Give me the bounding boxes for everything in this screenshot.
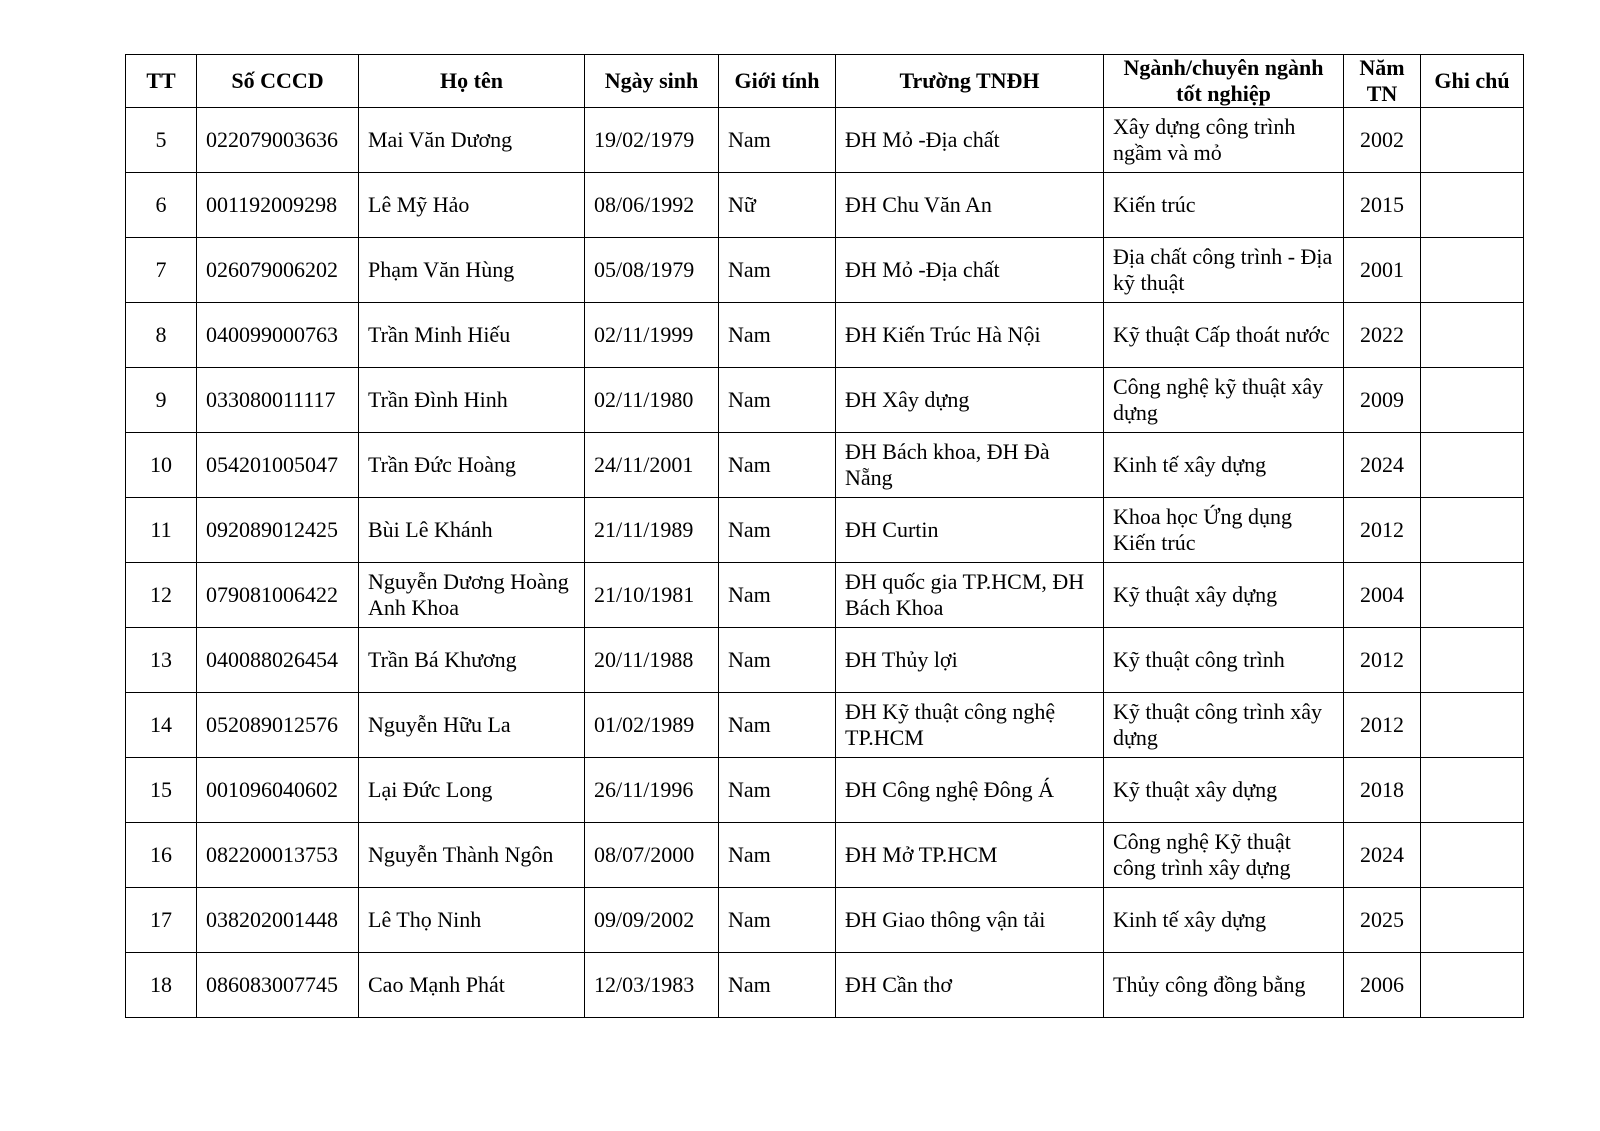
cell-cccd: 079081006422 [197, 563, 359, 628]
cell-tt: 13 [126, 628, 197, 693]
cell-name: Bùi Lê Khánh [359, 498, 585, 563]
cell-dob: 24/11/2001 [585, 433, 719, 498]
cell-major: Kỹ thuật công trình xây dựng [1104, 693, 1344, 758]
table-row [126, 433, 1524, 498]
cell-school: ĐH Chu Văn An [836, 173, 1104, 238]
cell-year: 2012 [1344, 498, 1421, 563]
cell-note [1421, 498, 1524, 563]
cell-major: Công nghệ kỹ thuật xây dựng [1104, 368, 1344, 433]
cell-school: ĐH Kỹ thuật công nghệ TP.HCM [836, 693, 1104, 758]
cell-dob: 02/11/1999 [585, 303, 719, 368]
cell-school: ĐH Công nghệ Đông Á [836, 758, 1104, 823]
cell-dob: 21/10/1981 [585, 563, 719, 628]
cell-note [1421, 953, 1524, 1018]
cell-major: Kỹ thuật công trình [1104, 628, 1344, 693]
table-row [126, 368, 1524, 433]
cell-cccd: 054201005047 [197, 433, 359, 498]
cell-cccd: 033080011117 [197, 368, 359, 433]
table-row [126, 953, 1524, 1018]
cell-tt: 9 [126, 368, 197, 433]
document-page [125, 54, 1523, 1018]
cell-year: 2006 [1344, 953, 1421, 1018]
cell-year: 2018 [1344, 758, 1421, 823]
cell-note [1421, 238, 1524, 303]
cell-note [1421, 888, 1524, 953]
table-row [126, 238, 1524, 303]
cell-note [1421, 823, 1524, 888]
cell-year: 2001 [1344, 238, 1421, 303]
cell-tt: 5 [126, 108, 197, 173]
cell-cccd: 082200013753 [197, 823, 359, 888]
cell-note [1421, 303, 1524, 368]
graduates-table [125, 54, 1524, 1018]
cell-gender: Nam [719, 953, 836, 1018]
cell-name: Trần Đức Hoàng [359, 433, 585, 498]
cell-name: Nguyễn Hữu La [359, 693, 585, 758]
cell-gender: Nữ [719, 173, 836, 238]
cell-year: 2015 [1344, 173, 1421, 238]
cell-school: ĐH Mỏ -Địa chất [836, 238, 1104, 303]
cell-year: 2009 [1344, 368, 1421, 433]
cell-cccd: 026079006202 [197, 238, 359, 303]
cell-note [1421, 758, 1524, 823]
cell-name: Nguyễn Dương Hoàng Anh Khoa [359, 563, 585, 628]
cell-major: Xây dựng công trình ngầm và mỏ [1104, 108, 1344, 173]
cell-gender: Nam [719, 368, 836, 433]
cell-dob: 01/02/1989 [585, 693, 719, 758]
cell-school: ĐH Xây dựng [836, 368, 1104, 433]
cell-school: ĐH Bách khoa, ĐH Đà Nẵng [836, 433, 1104, 498]
cell-year: 2024 [1344, 433, 1421, 498]
cell-year: 2012 [1344, 628, 1421, 693]
header-gender: Giới tính [719, 55, 836, 108]
cell-gender: Nam [719, 823, 836, 888]
cell-major: Kinh tế xây dựng [1104, 888, 1344, 953]
cell-cccd: 092089012425 [197, 498, 359, 563]
header-year: Năm TN [1344, 55, 1421, 108]
cell-name: Lê Mỹ Hảo [359, 173, 585, 238]
cell-note [1421, 628, 1524, 693]
cell-year: 2025 [1344, 888, 1421, 953]
header-school: Trường TNĐH [836, 55, 1104, 108]
cell-name: Lại Đức Long [359, 758, 585, 823]
cell-cccd: 086083007745 [197, 953, 359, 1018]
cell-tt: 12 [126, 563, 197, 628]
cell-gender: Nam [719, 758, 836, 823]
table-row [126, 563, 1524, 628]
cell-year: 2012 [1344, 693, 1421, 758]
cell-school: ĐH Curtin [836, 498, 1104, 563]
cell-note [1421, 173, 1524, 238]
cell-gender: Nam [719, 433, 836, 498]
cell-school: ĐH Giao thông vận tải [836, 888, 1104, 953]
cell-major: Khoa học Ứng dụng Kiến trúc [1104, 498, 1344, 563]
cell-cccd: 052089012576 [197, 693, 359, 758]
cell-tt: 11 [126, 498, 197, 563]
cell-year: 2022 [1344, 303, 1421, 368]
table-row [126, 498, 1524, 563]
cell-dob: 21/11/1989 [585, 498, 719, 563]
cell-year: 2004 [1344, 563, 1421, 628]
cell-school: ĐH Cần thơ [836, 953, 1104, 1018]
table-row [126, 628, 1524, 693]
cell-gender: Nam [719, 888, 836, 953]
cell-major: Thủy công đồng bằng [1104, 953, 1344, 1018]
cell-note [1421, 368, 1524, 433]
header-note: Ghi chú [1421, 55, 1524, 108]
cell-cccd: 001192009298 [197, 173, 359, 238]
cell-cccd: 038202001448 [197, 888, 359, 953]
header-name: Họ tên [359, 55, 585, 108]
cell-name: Lê Thọ Ninh [359, 888, 585, 953]
cell-dob: 12/03/1983 [585, 953, 719, 1018]
cell-major: Công nghệ Kỹ thuật công trình xây dựng [1104, 823, 1344, 888]
cell-note [1421, 563, 1524, 628]
cell-name: Trần Đình Hinh [359, 368, 585, 433]
cell-name: Phạm Văn Hùng [359, 238, 585, 303]
cell-note [1421, 108, 1524, 173]
cell-dob: 26/11/1996 [585, 758, 719, 823]
cell-tt: 15 [126, 758, 197, 823]
cell-dob: 09/09/2002 [585, 888, 719, 953]
cell-gender: Nam [719, 108, 836, 173]
cell-cccd: 040088026454 [197, 628, 359, 693]
cell-school: ĐH Mở TP.HCM [836, 823, 1104, 888]
cell-gender: Nam [719, 563, 836, 628]
table-header-row [126, 55, 1524, 108]
cell-tt: 14 [126, 693, 197, 758]
cell-tt: 18 [126, 953, 197, 1018]
cell-tt: 7 [126, 238, 197, 303]
cell-tt: 10 [126, 433, 197, 498]
cell-name: Nguyễn Thành Ngôn [359, 823, 585, 888]
cell-name: Mai Văn Dương [359, 108, 585, 173]
cell-dob: 19/02/1979 [585, 108, 719, 173]
cell-cccd: 022079003636 [197, 108, 359, 173]
header-dob: Ngày sinh [585, 55, 719, 108]
cell-dob: 02/11/1980 [585, 368, 719, 433]
cell-gender: Nam [719, 628, 836, 693]
cell-tt: 6 [126, 173, 197, 238]
table-row [126, 823, 1524, 888]
cell-note [1421, 433, 1524, 498]
table-row [126, 108, 1524, 173]
table-row [126, 693, 1524, 758]
cell-school: ĐH Thủy lợi [836, 628, 1104, 693]
table-row [126, 303, 1524, 368]
cell-school: ĐH Kiến Trúc Hà Nội [836, 303, 1104, 368]
cell-dob: 05/08/1979 [585, 238, 719, 303]
cell-gender: Nam [719, 693, 836, 758]
cell-name: Trần Minh Hiếu [359, 303, 585, 368]
cell-gender: Nam [719, 238, 836, 303]
table-row [126, 888, 1524, 953]
cell-major: Kỹ thuật Cấp thoát nước [1104, 303, 1344, 368]
cell-major: Kinh tế xây dựng [1104, 433, 1344, 498]
cell-name: Trần Bá Khương [359, 628, 585, 693]
header-cccd: Số CCCD [197, 55, 359, 108]
cell-year: 2024 [1344, 823, 1421, 888]
table-row [126, 173, 1524, 238]
cell-cccd: 040099000763 [197, 303, 359, 368]
cell-school: ĐH quốc gia TP.HCM, ĐH Bách Khoa [836, 563, 1104, 628]
cell-dob: 08/07/2000 [585, 823, 719, 888]
cell-gender: Nam [719, 498, 836, 563]
cell-tt: 16 [126, 823, 197, 888]
cell-dob: 20/11/1988 [585, 628, 719, 693]
cell-major: Địa chất công trình - Địa kỹ thuật [1104, 238, 1344, 303]
cell-cccd: 001096040602 [197, 758, 359, 823]
table-body [126, 108, 1524, 1018]
table-row [126, 758, 1524, 823]
cell-year: 2002 [1344, 108, 1421, 173]
cell-major: Kiến trúc [1104, 173, 1344, 238]
cell-dob: 08/06/1992 [585, 173, 719, 238]
header-tt: TT [126, 55, 197, 108]
header-major: Ngành/chuyên ngành tốt nghiệp [1104, 55, 1344, 108]
cell-tt: 8 [126, 303, 197, 368]
cell-tt: 17 [126, 888, 197, 953]
cell-major: Kỹ thuật xây dựng [1104, 758, 1344, 823]
cell-note [1421, 693, 1524, 758]
cell-gender: Nam [719, 303, 836, 368]
cell-name: Cao Mạnh Phát [359, 953, 585, 1018]
cell-major: Kỹ thuật xây dựng [1104, 563, 1344, 628]
cell-school: ĐH Mỏ -Địa chất [836, 108, 1104, 173]
